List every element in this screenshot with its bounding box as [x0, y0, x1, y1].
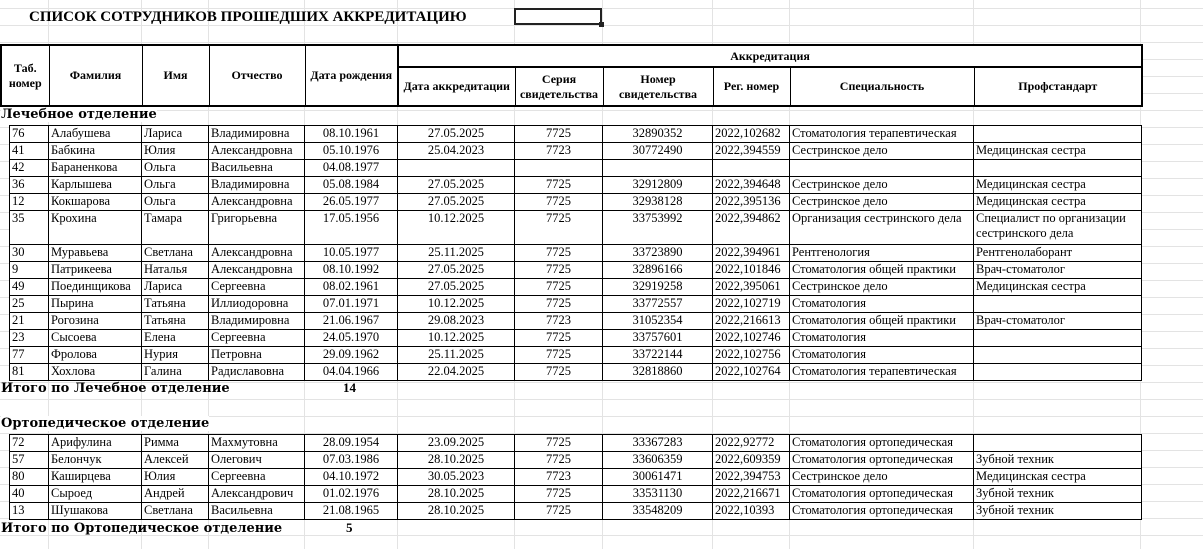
cell-surname[interactable]: Крохина	[49, 211, 142, 245]
cell-specialty[interactable]: Стоматология	[790, 347, 974, 364]
cell-cert-series[interactable]: 7725	[515, 296, 603, 313]
cell-specialty[interactable]: Сестринское дело	[790, 177, 974, 194]
cell-reg-number[interactable]: 2022,216671	[713, 486, 790, 503]
cell-accreditation-date[interactable]: 25.11.2025	[398, 245, 515, 262]
cell-reg-number[interactable]: 2022,102764	[713, 364, 790, 381]
total-label-orthopedic: Итого по Ортопедическое отделение	[1, 521, 283, 536]
cell-surname[interactable]: Пырина	[49, 296, 142, 313]
cell-birth-date[interactable]: 24.05.1970	[305, 330, 398, 347]
cell-cert-number[interactable]: 30772490	[603, 143, 713, 160]
cell-cert-series[interactable]: 7725	[515, 347, 603, 364]
cell-cert-series[interactable]: 7723	[515, 469, 603, 486]
total-value-orthopedic: 5	[346, 520, 353, 535]
cell-cert-series[interactable]: 7725	[515, 486, 603, 503]
cell-birth-date[interactable]: 05.10.1976	[305, 143, 398, 160]
cell-accreditation-date[interactable]: 25.04.2023	[398, 143, 515, 160]
cell-cert-number[interactable]: 33722144	[603, 347, 713, 364]
cell-accreditation-date[interactable]: 10.12.2025	[398, 296, 515, 313]
cell-cert-series[interactable]: 7725	[515, 503, 603, 520]
cell-birth-date[interactable]: 26.05.1977	[305, 194, 398, 211]
cell-specialty[interactable]: Стоматология ортопедическая	[790, 452, 974, 469]
table-row	[10, 262, 1142, 279]
cell-patronymic[interactable]: Васильевна	[209, 160, 305, 177]
cell-surname[interactable]: Хохлова	[49, 364, 142, 381]
cell-surname[interactable]: Бараненкова	[49, 160, 142, 177]
cell-patronymic[interactable]: Сергеевна	[209, 469, 305, 486]
cell-patronymic[interactable]: Иллиодоровна	[209, 296, 305, 313]
cell-birth-date[interactable]: 21.06.1967	[305, 313, 398, 330]
cell-specialty[interactable]: Сестринское дело	[790, 143, 974, 160]
cell-accreditation-date[interactable]: 28.10.2025	[398, 452, 515, 469]
table-header	[0, 44, 1143, 107]
cell-reg-number[interactable]: 2022,394753	[713, 469, 790, 486]
cell-accreditation-date[interactable]: 23.09.2025	[398, 435, 515, 452]
cell-surname[interactable]: Сыроед	[49, 486, 142, 503]
cell-reg-number[interactable]: 2022,395136	[713, 194, 790, 211]
cell-cert-series[interactable]: 7725	[515, 279, 603, 296]
cell-tab-number[interactable]: 81	[10, 364, 49, 381]
cell-cert-number[interactable]: 33753992	[603, 211, 713, 245]
cell-surname[interactable]: Рогозина	[49, 313, 142, 330]
cell-cert-number[interactable]: 33606359	[603, 452, 713, 469]
header-cert-number[interactable]: Номер свидетельства	[603, 67, 713, 106]
cell-prof-standard[interactable]: Зубной техник	[974, 452, 1142, 469]
cell-reg-number[interactable]: 2022,394862	[713, 211, 790, 245]
cell-name[interactable]: Лариса	[142, 126, 209, 143]
table-row	[10, 330, 1142, 347]
cell-tab-number[interactable]: 41	[10, 143, 49, 160]
cell-patronymic[interactable]: Владимировна	[209, 177, 305, 194]
cell-birth-date[interactable]: 04.10.1972	[305, 469, 398, 486]
table-row	[10, 126, 1142, 143]
cell-prof-standard[interactable]	[974, 330, 1142, 347]
cell-prof-standard[interactable]: Зубной техник	[974, 486, 1142, 503]
cell-specialty[interactable]: Сестринское дело	[790, 194, 974, 211]
cell-surname[interactable]: Алабушева	[49, 126, 142, 143]
cell-birth-date[interactable]: 07.03.1986	[305, 452, 398, 469]
cell-specialty[interactable]: Стоматология терапевтическая	[790, 126, 974, 143]
cell-prof-standard[interactable]: Медицинская сестра	[974, 194, 1142, 211]
cell-prof-standard[interactable]: Врач-стоматолог	[974, 313, 1142, 330]
cell-patronymic[interactable]: Петровна	[209, 347, 305, 364]
table-row	[10, 503, 1142, 520]
table-row	[10, 194, 1142, 211]
cell-accreditation-date[interactable]: 27.05.2025	[398, 177, 515, 194]
cell-cert-series[interactable]: 7725	[515, 126, 603, 143]
cell-surname[interactable]: Арифулина	[49, 435, 142, 452]
cell-name[interactable]: Алексей	[142, 452, 209, 469]
cell-tab-number[interactable]: 42	[10, 160, 49, 177]
cell-birth-date[interactable]: 04.08.1977	[305, 160, 398, 177]
cell-cert-series[interactable]: 7725	[515, 211, 603, 245]
cell-birth-date[interactable]: 05.08.1984	[305, 177, 398, 194]
total-label-therapeutic: Итого по Лечебное отделение	[1, 381, 230, 396]
cell-specialty[interactable]: Стоматология общей практики	[790, 313, 974, 330]
cell-accreditation-date[interactable]: 28.10.2025	[398, 486, 515, 503]
cell-name[interactable]: Андрей	[142, 486, 209, 503]
cell-cert-series[interactable]: 7725	[515, 364, 603, 381]
header-surname[interactable]: Фамилия	[49, 45, 142, 106]
cell-accreditation-date[interactable]: 10.12.2025	[398, 211, 515, 245]
cell-patronymic[interactable]: Александровна	[209, 262, 305, 279]
table-row	[10, 211, 1142, 245]
cell-prof-standard[interactable]: Врач-стоматолог	[974, 262, 1142, 279]
cell-specialty[interactable]: Стоматология ортопедическая	[790, 486, 974, 503]
cell-accreditation-date[interactable]: 27.05.2025	[398, 126, 515, 143]
cell-surname[interactable]: Поединщикова	[49, 279, 142, 296]
cell-tab-number[interactable]: 36	[10, 177, 49, 194]
table-row	[10, 143, 1142, 160]
cell-tab-number[interactable]: 30	[10, 245, 49, 262]
cell-tab-number[interactable]: 80	[10, 469, 49, 486]
cell-name[interactable]: Елена	[142, 330, 209, 347]
header-reg-number[interactable]: Рег. номер	[713, 67, 790, 106]
cell-birth-date[interactable]: 28.09.1954	[305, 435, 398, 452]
cell-specialty[interactable]: Стоматология ортопедическая	[790, 435, 974, 452]
cell-cert-number[interactable]: 33723890	[603, 245, 713, 262]
cell-tab-number[interactable]: 13	[10, 503, 49, 520]
cell-birth-date[interactable]: 17.05.1956	[305, 211, 398, 245]
section-table-therapeutic	[9, 125, 1142, 381]
cell-cert-number[interactable]: 32890352	[603, 126, 713, 143]
cell-patronymic[interactable]: Владимировна	[209, 313, 305, 330]
cell-tab-number[interactable]: 49	[10, 279, 49, 296]
cell-specialty[interactable]: Рентгенология	[790, 245, 974, 262]
cell-accreditation-date[interactable]: 29.08.2023	[398, 313, 515, 330]
cell-patronymic[interactable]: Григорьевна	[209, 211, 305, 245]
cell-birth-date[interactable]: 21.08.1965	[305, 503, 398, 520]
cell-birth-date[interactable]: 01.02.1976	[305, 486, 398, 503]
table-row	[10, 245, 1142, 262]
cell-patronymic[interactable]: Александрович	[209, 486, 305, 503]
cell-reg-number[interactable]: 2022,394961	[713, 245, 790, 262]
cell-reg-number[interactable]: 2022,102756	[713, 347, 790, 364]
cell-accreditation-date[interactable]: 27.05.2025	[398, 279, 515, 296]
cell-surname[interactable]: Патрикеева	[49, 262, 142, 279]
cell-cert-series[interactable]: 7725	[515, 245, 603, 262]
cell-tab-number[interactable]: 77	[10, 347, 49, 364]
cell-cert-number[interactable]: 32919258	[603, 279, 713, 296]
cell-prof-standard[interactable]: Рентгенолаборант	[974, 245, 1142, 262]
cell-patronymic[interactable]: Сергеевна	[209, 330, 305, 347]
cell-surname[interactable]: Сысоева	[49, 330, 142, 347]
header-accreditation-date[interactable]: Дата аккредитации	[398, 67, 515, 106]
cell-cert-number[interactable]: 32896166	[603, 262, 713, 279]
table-row	[10, 435, 1142, 452]
cell-specialty[interactable]: Стоматология	[790, 296, 974, 313]
cell-tab-number[interactable]: 57	[10, 452, 49, 469]
cell-patronymic[interactable]: Александровна	[209, 245, 305, 262]
cell-cert-number[interactable]: 32818860	[603, 364, 713, 381]
cell-specialty[interactable]: Сестринское дело	[790, 279, 974, 296]
cell-prof-standard[interactable]	[974, 126, 1142, 143]
header-specialty[interactable]: Специальность	[790, 67, 974, 106]
cell-name[interactable]: Лариса	[142, 279, 209, 296]
table-row	[10, 313, 1142, 330]
cell-name[interactable]: Ольга	[142, 160, 209, 177]
cell-specialty[interactable]: Организация сестринского дела	[790, 211, 974, 245]
cell-accreditation-date[interactable]: 25.11.2025	[398, 347, 515, 364]
cell-cert-series[interactable]: 7725	[515, 262, 603, 279]
cell-birth-date[interactable]: 08.10.1961	[305, 126, 398, 143]
cell-accreditation-date[interactable]: 22.04.2025	[398, 364, 515, 381]
cell-reg-number[interactable]: 2022,394648	[713, 177, 790, 194]
cell-patronymic[interactable]: Александровна	[209, 143, 305, 160]
cell-birth-date[interactable]: 07.01.1971	[305, 296, 398, 313]
cell-tab-number[interactable]: 72	[10, 435, 49, 452]
cell-reg-number[interactable]: 2022,102746	[713, 330, 790, 347]
cell-tab-number[interactable]: 12	[10, 194, 49, 211]
cell-prof-standard[interactable]: Медицинская сестра	[974, 143, 1142, 160]
cell-patronymic[interactable]: Сергеевна	[209, 279, 305, 296]
cell-surname[interactable]: Белончук	[49, 452, 142, 469]
cell-reg-number[interactable]: 2022,102682	[713, 126, 790, 143]
table-row	[10, 469, 1142, 486]
cell-cert-number[interactable]: 30061471	[603, 469, 713, 486]
cell-name[interactable]: Ольга	[142, 177, 209, 194]
cell-name[interactable]: Татьяна	[142, 313, 209, 330]
table-row	[10, 177, 1142, 194]
cell-accreditation-date[interactable]: 10.12.2025	[398, 330, 515, 347]
cell-name[interactable]: Галина	[142, 364, 209, 381]
header-tab-number[interactable]: Таб. номер	[1, 45, 49, 106]
cell-cert-number[interactable]	[603, 160, 713, 177]
table-row	[10, 452, 1142, 469]
cell-accreditation-date[interactable]: 28.10.2025	[398, 503, 515, 520]
cell-reg-number[interactable]: 2022,216613	[713, 313, 790, 330]
cell-name[interactable]: Татьяна	[142, 296, 209, 313]
cell-prof-standard[interactable]	[974, 435, 1142, 452]
cell-birth-date[interactable]: 10.05.1977	[305, 245, 398, 262]
cell-prof-standard[interactable]: Зубной техник	[974, 503, 1142, 520]
cell-birth-date[interactable]: 04.04.1966	[305, 364, 398, 381]
header-birth-date[interactable]: Дата рождения	[305, 45, 398, 106]
table-row	[10, 364, 1142, 381]
cell-name[interactable]: Светлана	[142, 503, 209, 520]
cell-tab-number[interactable]: 23	[10, 330, 49, 347]
table-row	[10, 296, 1142, 313]
cell-cert-series[interactable]	[515, 160, 603, 177]
cell-tab-number[interactable]: 35	[10, 211, 49, 245]
table-row	[10, 160, 1142, 177]
header-name[interactable]: Имя	[142, 45, 209, 106]
cell-reg-number[interactable]: 2022,102719	[713, 296, 790, 313]
cell-patronymic[interactable]: Олегович	[209, 452, 305, 469]
cell-cert-series[interactable]: 7725	[515, 452, 603, 469]
cell-patronymic[interactable]: Махмутовна	[209, 435, 305, 452]
cell-patronymic[interactable]: Радиславовна	[209, 364, 305, 381]
cell-cert-series[interactable]: 7725	[515, 330, 603, 347]
cell-name[interactable]: Тамара	[142, 211, 209, 245]
cell-cert-series[interactable]: 7723	[515, 313, 603, 330]
cell-birth-date[interactable]: 08.02.1961	[305, 279, 398, 296]
cell-reg-number[interactable]: 2022,394559	[713, 143, 790, 160]
cell-surname[interactable]: Фролова	[49, 347, 142, 364]
fill-handle[interactable]	[599, 22, 604, 27]
cell-prof-standard[interactable]	[974, 296, 1142, 313]
cell-name[interactable]: Римма	[142, 435, 209, 452]
cell-cert-number[interactable]: 33548209	[603, 503, 713, 520]
document-title: СПИСОК СОТРУДНИКОВ ПРОШЕДШИХ АККРЕДИТАЦИЮ	[29, 9, 467, 25]
section-label-therapeutic: Лечебное отделение	[1, 107, 157, 122]
table-row	[10, 279, 1142, 296]
cell-reg-number[interactable]	[713, 160, 790, 177]
header-accreditation-group[interactable]: Аккредитация	[398, 45, 1142, 67]
cell-surname[interactable]: Каширцева	[49, 469, 142, 486]
cell-surname[interactable]: Муравьева	[49, 245, 142, 262]
cell-surname[interactable]: Карлышева	[49, 177, 142, 194]
cell-reg-number[interactable]: 2022,10393	[713, 503, 790, 520]
cell-specialty[interactable]: Стоматология ортопедическая	[790, 503, 974, 520]
cell-birth-date[interactable]: 08.10.1992	[305, 262, 398, 279]
cell-cert-number[interactable]: 33367283	[603, 435, 713, 452]
cell-accreditation-date[interactable]	[398, 160, 515, 177]
cell-reg-number[interactable]: 2022,609359	[713, 452, 790, 469]
cell-birth-date[interactable]: 29.09.1962	[305, 347, 398, 364]
cell-accreditation-date[interactable]: 27.05.2025	[398, 194, 515, 211]
cell-surname[interactable]: Бабкина	[49, 143, 142, 160]
cell-cert-number[interactable]: 33772557	[603, 296, 713, 313]
cell-specialty[interactable]	[790, 160, 974, 177]
cell-cert-number[interactable]: 32938128	[603, 194, 713, 211]
cell-specialty[interactable]: Сестринское дело	[790, 469, 974, 486]
cell-reg-number[interactable]: 2022,395061	[713, 279, 790, 296]
cell-specialty[interactable]: Стоматология общей практики	[790, 262, 974, 279]
cell-name[interactable]: Юлия	[142, 143, 209, 160]
cell-accreditation-date[interactable]: 30.05.2023	[398, 469, 515, 486]
cell-prof-standard[interactable]: Специалист по организации сестринского дела	[974, 211, 1142, 245]
cell-tab-number[interactable]: 21	[10, 313, 49, 330]
cell-cert-number[interactable]: 32912809	[603, 177, 713, 194]
cell-name[interactable]: Наталья	[142, 262, 209, 279]
table-row	[10, 486, 1142, 503]
cell-surname[interactable]: Кокшарова	[49, 194, 142, 211]
header-prof-standard[interactable]: Профстандарт	[974, 67, 1142, 106]
cell-cert-series[interactable]: 7723	[515, 143, 603, 160]
cell-name[interactable]: Юлия	[142, 469, 209, 486]
cell-reg-number[interactable]: 2022,92772	[713, 435, 790, 452]
cell-name[interactable]: Ольга	[142, 194, 209, 211]
cell-tab-number[interactable]: 9	[10, 262, 49, 279]
cell-tab-number[interactable]: 25	[10, 296, 49, 313]
cell-name[interactable]: Нурия	[142, 347, 209, 364]
cell-cert-series[interactable]: 7725	[515, 435, 603, 452]
cell-tab-number[interactable]: 76	[10, 126, 49, 143]
section-table-orthopedic	[9, 434, 1142, 520]
cell-accreditation-date[interactable]: 27.05.2025	[398, 262, 515, 279]
cell-cert-number[interactable]: 33531130	[603, 486, 713, 503]
cell-patronymic[interactable]: Владимировна	[209, 126, 305, 143]
cell-specialty[interactable]: Стоматология терапевтическая	[790, 364, 974, 381]
header-cert-series[interactable]: Серия свидетельства	[515, 67, 603, 106]
total-value-therapeutic: 14	[343, 380, 356, 395]
cell-patronymic[interactable]: Александровна	[209, 194, 305, 211]
cell-cert-number[interactable]: 33757601	[603, 330, 713, 347]
cell-prof-standard[interactable]: Медицинская сестра	[974, 279, 1142, 296]
header-patronymic[interactable]: Отчество	[209, 45, 305, 106]
cell-surname[interactable]: Шушакова	[49, 503, 142, 520]
cell-prof-standard[interactable]	[974, 364, 1142, 381]
cell-specialty[interactable]: Стоматология	[790, 330, 974, 347]
section-label-orthopedic: Ортопедическое отделение	[1, 416, 210, 431]
cell-prof-standard[interactable]: Медицинская сестра	[974, 469, 1142, 486]
cell-prof-standard[interactable]	[974, 347, 1142, 364]
cell-tab-number[interactable]: 40	[10, 486, 49, 503]
cell-prof-standard[interactable]	[974, 160, 1142, 177]
selected-cell[interactable]	[514, 8, 602, 25]
cell-cert-number[interactable]: 31052354	[603, 313, 713, 330]
cell-name[interactable]: Светлана	[142, 245, 209, 262]
cell-prof-standard[interactable]: Медицинская сестра	[974, 177, 1142, 194]
table-row	[10, 347, 1142, 364]
cell-patronymic[interactable]: Васильевна	[209, 503, 305, 520]
cell-cert-series[interactable]: 7725	[515, 194, 603, 211]
cell-cert-series[interactable]: 7725	[515, 177, 603, 194]
cell-reg-number[interactable]: 2022,101846	[713, 262, 790, 279]
